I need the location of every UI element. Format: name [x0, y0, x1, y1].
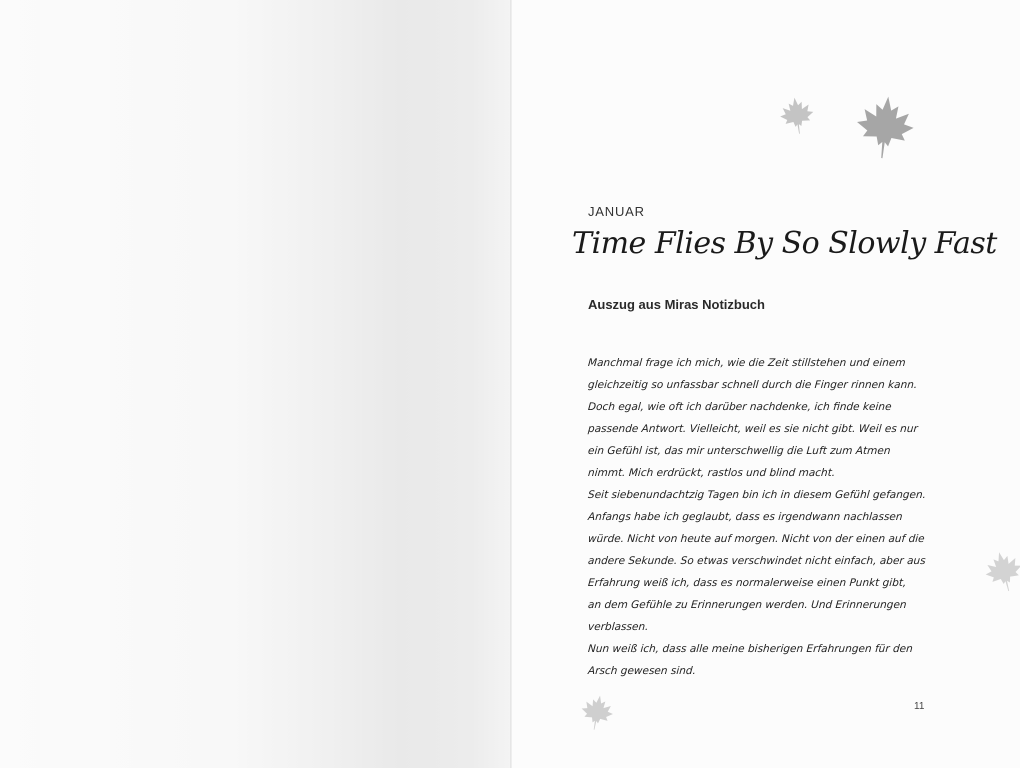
notebook-excerpt	[588, 352, 938, 682]
excerpt-line: an dem Gefühle zu Erinnerungen werden. Und Erinnerungen	[587, 599, 907, 611]
page-number: 11	[914, 701, 925, 712]
excerpt-line: nimmt. Mich erdrückt, rastlos und blind macht.	[587, 467, 836, 479]
excerpt-line: Erfahrung weiß ich, dass es normalerweise einen Punkt gibt,	[587, 577, 907, 589]
excerpt-line: Arsch gewesen sind.	[587, 665, 697, 677]
excerpt-line: verblassen.	[587, 621, 649, 633]
excerpt-line: Manchmal frage ich mich, wie die Zeit stillstehen und einem	[587, 357, 906, 369]
excerpt-line: würde. Nicht von heute auf morgen. Nicht von der einen auf die	[587, 533, 926, 545]
month-heading: JANUAR	[588, 204, 645, 219]
maple-leaf-icon	[575, 691, 619, 735]
excerpt-line: Anfangs habe ich geglaubt, dass es irgendwann nachlassen	[587, 511, 903, 523]
excerpt-line: passende Antwort. Vielleicht, weil es sie nicht gibt. Weil es nur	[587, 423, 919, 435]
chapter-subtitle: Auszug aus Miras Notizbuch	[588, 297, 765, 312]
excerpt-line: andere Sekunde. So etwas verschwindet nicht einfach, aber aus	[587, 555, 927, 567]
chapter-title: Time Flies By So Slowly Fast	[572, 226, 997, 261]
excerpt-line: Nun weiß ich, dass alle meine bisherigen Erfahrungen für den	[587, 643, 914, 655]
excerpt-line: Seit siebenundachtzig Tagen bin ich in diesem Gefühl gefangen.	[587, 489, 927, 501]
excerpt-line: Doch egal, wie oft ich darüber nachdenke, ich finde keine	[587, 401, 892, 413]
maple-leaf-icon	[775, 94, 818, 139]
excerpt-line: gleichzeitig so unfassbar schnell durch die Finger rinnen kann.	[587, 379, 918, 391]
excerpt-line: ein Gefühl ist, das mir unterschwellig die Luft zum Atmen	[587, 445, 891, 457]
maple-leaf-icon	[849, 91, 922, 166]
